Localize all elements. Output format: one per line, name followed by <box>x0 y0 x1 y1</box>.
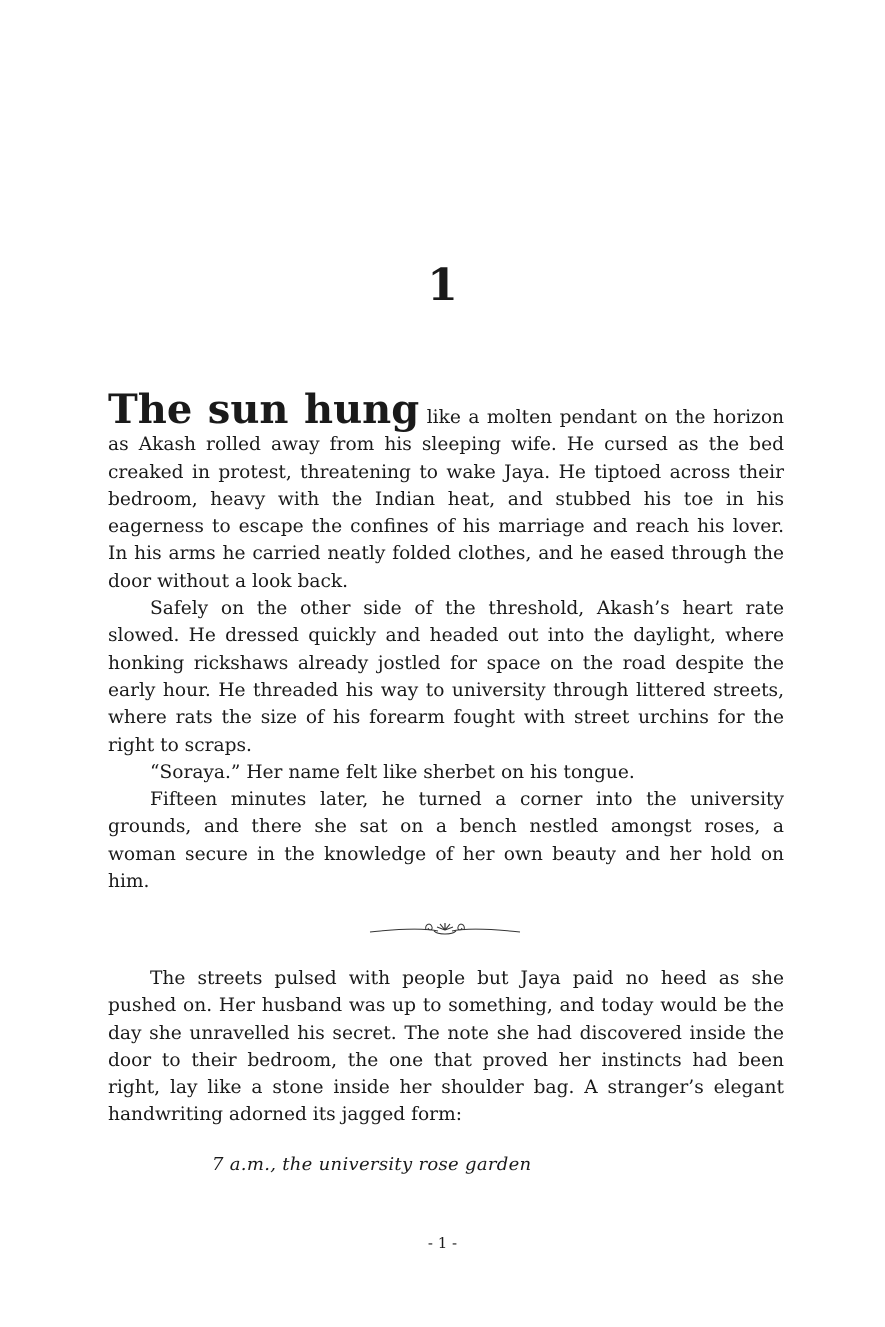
page-number: - 1 - <box>427 1234 458 1252</box>
opening-words: The sun hung <box>108 386 420 433</box>
opening-paragraph-text: like a molten pendant on the horizon as Akash rolled away from his sleeping wife. He cursed as the bed creaked in protest, threatening to wake Jaya. He tiptoed across their bedroom, heavy with the Indian heat, and stubbed his toe in his eagerness to escape the confines of his marriage and reach his lover. In his arms he carried neatly folded clothes, and he eased through the door without a look back. <box>108 407 784 592</box>
scene-break-flourish-icon <box>368 918 522 942</box>
section-two <box>108 965 784 1129</box>
paragraph: Safely on the other side of the threshold, Akash’s heart rate slowed. He dressed quickly and headed out into the daylight, where honking rickshaws already jostled for space on the road despite the early hour. He threaded his way to university through littered streets, where rats the size of his forearm fought with street urchins for the right to scraps. <box>108 598 784 756</box>
chapter-number: 1 <box>427 260 458 311</box>
paragraph-opening <box>108 386 784 595</box>
paragraph: “Soraya.” Her name felt like sherbet on his tongue. <box>150 761 635 783</box>
handwritten-note: 7 a.m., the university rose garden <box>212 1154 532 1175</box>
section-one <box>108 386 784 895</box>
paragraph: Fifteen minutes later, he turned a corner into the university grounds, and there she sat on a bench nestled amongst roses, a woman secure in the knowledge of her own beauty and her hold on him. <box>108 789 784 893</box>
paragraph: The streets pulsed with people but Jaya paid no heed as she pushed on. Her husband was up to something, and today would be the day she unravelled his secret. The note she had discovered inside the door to their bedroom, the one that proved her instincts had been right, lay like a stone inside her shoulder bag. A stranger’s elegant handwriting adorned its jagged form: <box>108 968 784 1126</box>
